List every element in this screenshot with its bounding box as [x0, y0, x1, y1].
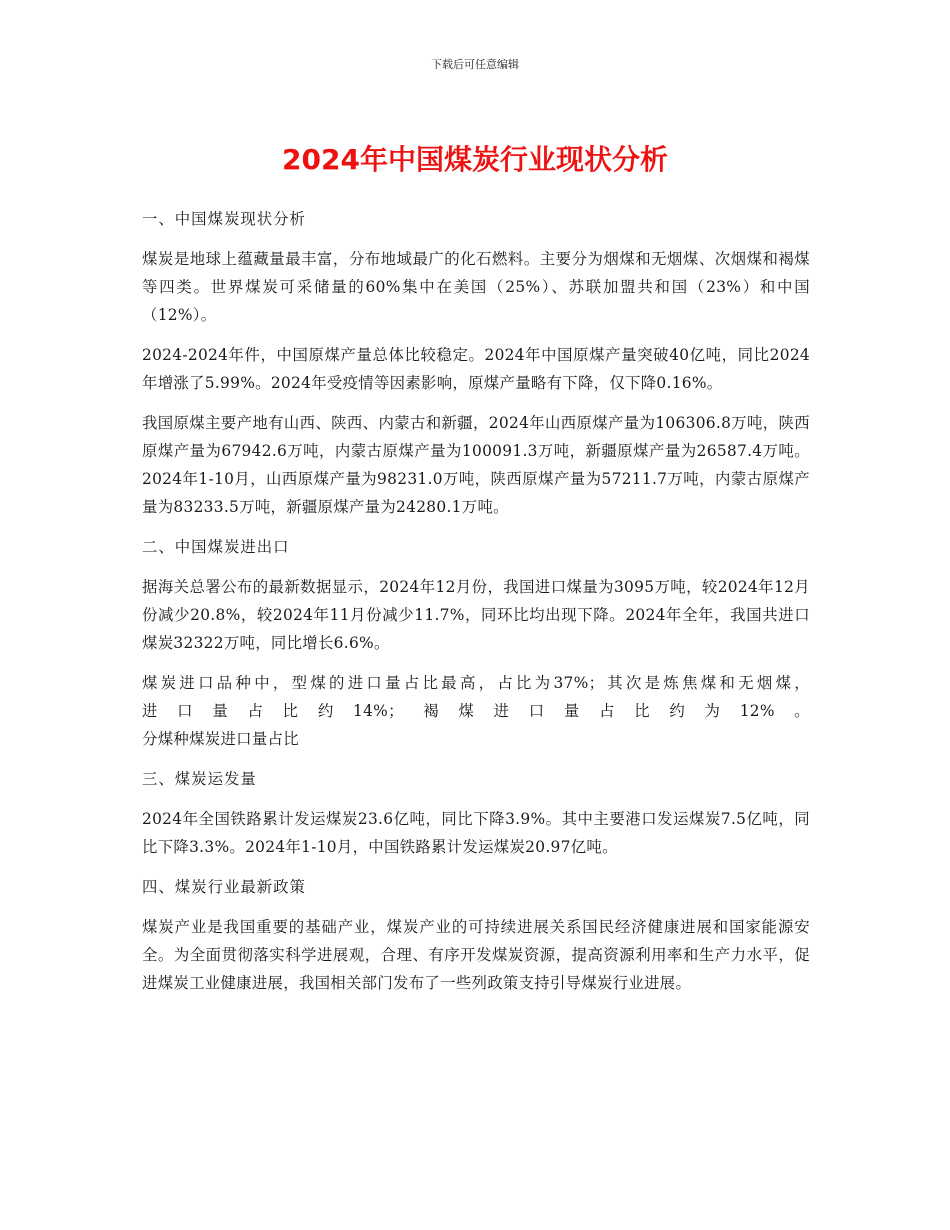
paragraph-coal-overview: 煤炭是地球上蕴藏量最丰富，分布地域最广的化石燃料。主要分为烟煤和无烟煤、次烟煤和褐煤等四类。世界煤炭可采储量的60%集中在美国（25%）、苏联加盟共和国（23%）和中国（12%）。: [142, 250, 810, 324]
paragraph-production-trend: 2024-2024年件，中国原煤产量总体比较稳定。2024年中国原煤产量突破40亿吨，同比2024年增涨了5.99%。2024年受疫情等因素影响，原煤产量略有下降，仅下降0.16%。: [142, 346, 810, 392]
page-header-note: 下载后可任意编辑: [431, 58, 519, 71]
paragraph-import-mix: [142, 669, 810, 753]
import-mix-line-2: 进口量占比约14%；褐煤进口量占比约为12%。: [142, 702, 810, 720]
section-heading-shipments: 三、煤炭运发量: [142, 770, 257, 788]
import-mix-line-1: 煤炭进口品种中，型煤的进口量占比最高，占比为37%；其次是炼焦煤和无烟煤，: [142, 674, 810, 692]
section-heading-policy: 四、煤炭行业最新政策: [142, 878, 306, 896]
document-title: 2024年中国煤炭行业现状分析: [282, 143, 668, 176]
import-mix-caption: 分煤种煤炭进口量占比: [142, 730, 299, 748]
paragraph-import-volume: 据海关总署公布的最新数据显示，2024年12月份，我国进口煤量为3095万吨，较2024年12月份减少20.8%，较2024年11月份减少11.7%，同环比均出现下降。2024年全年，我国共进口煤炭32322万吨，同比增长6.6%。: [142, 578, 810, 652]
paragraph-regional-production: 我国原煤主要产地有山西、陕西、内蒙古和新疆，2024年山西原煤产量为106306.8万吨，陕西原煤产量为67942.6万吨，内蒙古原煤产量为100091.3万吨，新疆原煤产量为26587.4万吨。2024年1-10月，山西原煤产量为98231.0万吨，陕西原煤产量为57211.7万吨，内蒙古原煤产量为83233.5万吨，新疆原煤产量为24280.1万吨。: [142, 414, 810, 516]
section-heading-current-status: 一、中国煤炭现状分析: [142, 210, 306, 228]
section-heading-import-export: 二、中国煤炭进出口: [142, 538, 290, 556]
paragraph-rail-shipments: 2024年全国铁路累计发运煤炭23.6亿吨，同比下降3.9%。其中主要港口发运煤炭7.5亿吨，同比下降3.3%。2024年1-10月，中国铁路累计发运煤炭20.97亿吨。: [142, 810, 810, 856]
paragraph-policy: 煤炭产业是我国重要的基础产业，煤炭产业的可持续进展关系国民经济健康进展和国家能源安全。为全面贯彻落实科学进展观，合理、有序开发煤炭资源，提高资源利用率和生产力水平，促进煤炭工业健康进展，我国相关部门发布了一些列政策支持引导煤炭行业进展。: [142, 918, 810, 992]
document-body: [142, 205, 810, 1009]
